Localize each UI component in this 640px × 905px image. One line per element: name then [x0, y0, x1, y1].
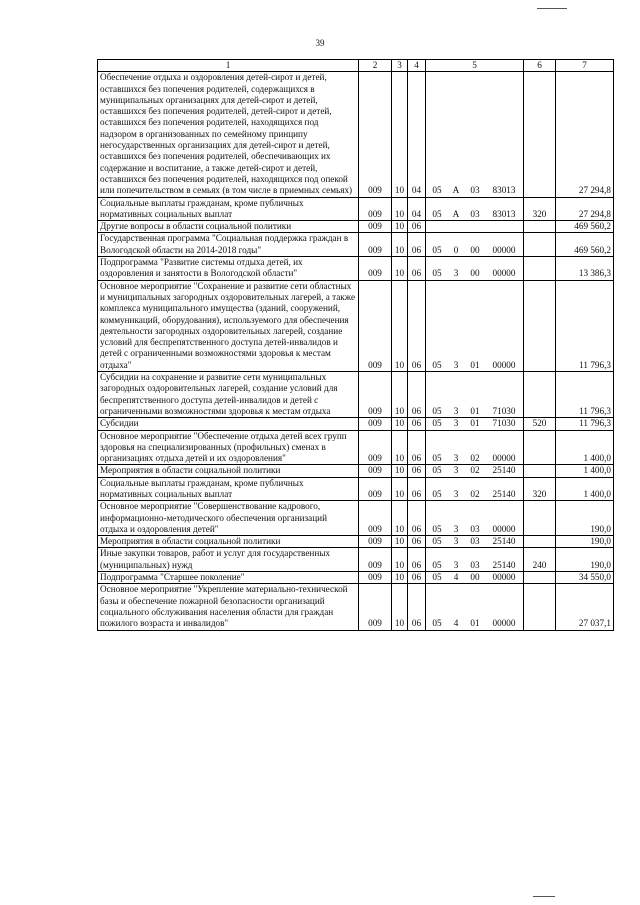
row-section-code: 10	[392, 280, 408, 371]
target-article-part: 83013	[492, 185, 516, 196]
row-target-article	[426, 477, 524, 501]
target-article-part: 01	[470, 418, 480, 429]
row-amount: 27 294,8	[556, 197, 614, 221]
row-target-article	[426, 548, 524, 572]
row-section-code: 10	[392, 372, 408, 418]
target-article-part: 00000	[492, 359, 516, 370]
row-name: Обеспечение отдыха и оздоровления детей-сирот и детей, оставшихся без попечения родителей, содержащихся в муниципальных организациях для детей-сирот и детей, оставшихся без попечения родителей, детей-сирот и детей, оставшихся без попечения родителей, находящихся под надзором в организованных по семейному принципу негосударственных организациях для детей-сирот и детей, оставшихся без попечения родителей, обеспечивающих их содержание и воспитание, а также детей-сирот и детей, оставшихся без попечения родителей, находящихся под опекой или попечительством в семьях (в том числе в приемных семьях)	[98, 72, 359, 197]
row-target-article	[426, 418, 524, 430]
row-expense-type	[524, 221, 556, 233]
target-article-part: 05	[432, 405, 442, 416]
target-article-part: 4	[453, 572, 459, 583]
row-expense-type	[524, 72, 556, 197]
target-article-part: 02	[470, 465, 480, 476]
table-row	[98, 221, 614, 233]
target-article-part: 3	[453, 359, 459, 370]
target-article-part: 05	[432, 559, 442, 570]
target-article-part: 0	[453, 244, 459, 255]
target-article-part: 03	[470, 185, 480, 196]
target-article-part: А	[452, 208, 460, 219]
row-name: Иные закупки товаров, работ и услуг для государственных (муниципальных) нужд	[98, 548, 359, 572]
target-article-part: 05	[432, 618, 442, 629]
column-header-1: 1	[98, 60, 359, 72]
scan-mark-top	[537, 8, 567, 9]
row-subsection-code: 06	[408, 584, 426, 630]
row-expense-type	[524, 501, 556, 536]
target-article-part: 25140	[492, 465, 516, 476]
row-ministry-code: 009	[359, 221, 392, 233]
row-section-code: 10	[392, 501, 408, 536]
table-row	[98, 197, 614, 221]
row-expense-type	[524, 584, 556, 630]
scan-mark-bottom	[533, 896, 555, 897]
row-section-code: 10	[392, 197, 408, 221]
row-name: Основное мероприятие "Укрепление материально-технической базы и обеспечение пожарной безопасности организаций социального обслуживания населения области для граждан пожилого возраста и инвалидов"	[98, 584, 359, 630]
target-article-part: 05	[432, 268, 442, 279]
row-name: Подпрограмма "Старшее поколение"	[98, 572, 359, 584]
table-row	[98, 280, 614, 371]
row-ministry-code: 009	[359, 430, 392, 465]
row-amount: 190,0	[556, 548, 614, 572]
target-article-part: 71030	[492, 418, 516, 429]
row-amount: 1 400,0	[556, 465, 614, 477]
row-target-article	[426, 197, 524, 221]
table-row	[98, 430, 614, 465]
row-expense-type	[524, 233, 556, 257]
row-target-article	[426, 572, 524, 584]
row-amount: 1 400,0	[556, 477, 614, 501]
row-subsection-code: 06	[408, 280, 426, 371]
row-expense-type: 520	[524, 418, 556, 430]
row-subsection-code: 04	[408, 72, 426, 197]
row-expense-type	[524, 372, 556, 418]
row-amount: 11 796,3	[556, 372, 614, 418]
row-amount: 469 560,2	[556, 221, 614, 233]
row-ministry-code: 009	[359, 72, 392, 197]
column-header-5: 5	[426, 60, 524, 72]
target-article-part: 02	[470, 488, 480, 499]
row-ministry-code: 009	[359, 501, 392, 536]
target-article-part: 03	[470, 523, 480, 534]
row-amount: 34 550,0	[556, 572, 614, 584]
row-section-code: 10	[392, 548, 408, 572]
table-row	[98, 418, 614, 430]
row-target-article	[426, 536, 524, 548]
target-article-part: 05	[432, 208, 442, 219]
row-target-article	[426, 465, 524, 477]
column-header-4: 4	[408, 60, 426, 72]
row-ministry-code: 009	[359, 465, 392, 477]
target-article-part: 3	[453, 523, 459, 534]
row-target-article	[426, 430, 524, 465]
row-subsection-code: 06	[408, 418, 426, 430]
target-article-part: 00	[470, 268, 480, 279]
row-section-code: 10	[392, 233, 408, 257]
row-name: Социальные выплаты гражданам, кроме публичных нормативных социальных выплат	[98, 197, 359, 221]
row-expense-type	[524, 572, 556, 584]
table-row	[98, 465, 614, 477]
row-name: Подпрограмма "Развитие системы отдыха детей, их оздоровления и занятости в Вологодской области"	[98, 257, 359, 281]
table-body	[98, 72, 614, 630]
target-article-part: 00000	[492, 523, 516, 534]
target-article-part: 00000	[492, 618, 516, 629]
row-amount: 469 560,2	[556, 233, 614, 257]
target-article-part: 05	[432, 488, 442, 499]
row-expense-type: 240	[524, 548, 556, 572]
row-section-code: 10	[392, 584, 408, 630]
row-target-article	[426, 257, 524, 281]
target-article-part: 83013	[492, 208, 516, 219]
target-article-part: 3	[453, 465, 459, 476]
target-article-part: 25140	[492, 488, 516, 499]
row-ministry-code: 009	[359, 548, 392, 572]
target-article-part: 05	[432, 523, 442, 534]
row-subsection-code: 06	[408, 233, 426, 257]
row-target-article	[426, 280, 524, 371]
target-article-part: 01	[470, 359, 480, 370]
row-target-article	[426, 584, 524, 630]
row-ministry-code: 009	[359, 572, 392, 584]
row-expense-type: 320	[524, 197, 556, 221]
row-amount: 27 294,8	[556, 72, 614, 197]
target-article-part: 71030	[492, 405, 516, 416]
row-name: Основное мероприятие "Сохранение и развитие сети областных и муниципальных загородных оздоровительных лагерей, а также комплекса муниципального имущества (зданий, сооружений, коммуникаций, оборудования), используемого для обеспечения деятельности загородных оздоровительных лагерей, создание условий для беспрепятственного доступа детей-инвалидов и детей с ограниченными возможностями здоровья к местам отдыха"	[98, 280, 359, 371]
row-section-code: 10	[392, 221, 408, 233]
target-article-part: 3	[453, 453, 459, 464]
table-row	[98, 372, 614, 418]
target-article-part: А	[452, 185, 460, 196]
target-article-part: 02	[470, 453, 480, 464]
target-article-part: 05	[432, 572, 442, 583]
table-row	[98, 501, 614, 536]
row-target-article	[426, 221, 524, 233]
row-subsection-code: 06	[408, 501, 426, 536]
row-expense-type	[524, 536, 556, 548]
row-target-article	[426, 501, 524, 536]
row-target-article	[426, 72, 524, 197]
budget-table	[97, 59, 614, 631]
target-article-part: 00000	[492, 572, 516, 583]
row-name: Субсидии на сохранение и развитие сети муниципальных загородных оздоровительных лагерей, создание условий для беспрепятственного доступа детей-инвалидов и детей с ограниченными возможностями здоровья к местам отдыха	[98, 372, 359, 418]
column-header-6: 6	[524, 60, 556, 72]
row-subsection-code: 06	[408, 572, 426, 584]
target-article-part: 05	[432, 185, 442, 196]
row-subsection-code: 06	[408, 477, 426, 501]
row-amount: 11 796,3	[556, 280, 614, 371]
row-ministry-code: 009	[359, 584, 392, 630]
column-header-7: 7	[556, 60, 614, 72]
target-article-part: 3	[453, 536, 459, 547]
target-article-part: 00	[470, 244, 480, 255]
row-name: Основное мероприятие "Совершенствование кадрового, информационно-методического обеспечения организаций отдыха и оздоровления детей"	[98, 501, 359, 536]
table-row	[98, 572, 614, 584]
target-article-part: 3	[453, 559, 459, 570]
row-ministry-code: 009	[359, 257, 392, 281]
target-article-part: 05	[432, 418, 442, 429]
table-row	[98, 257, 614, 281]
row-target-article	[426, 372, 524, 418]
row-section-code: 10	[392, 418, 408, 430]
row-name: Мероприятия в области социальной политики	[98, 536, 359, 548]
row-ministry-code: 009	[359, 233, 392, 257]
row-amount: 190,0	[556, 501, 614, 536]
table-header-row	[98, 60, 614, 72]
row-name: Другие вопросы в области социальной политики	[98, 221, 359, 233]
target-article-part: 3	[453, 418, 459, 429]
table-row	[98, 72, 614, 197]
row-expense-type	[524, 257, 556, 281]
row-expense-type: 320	[524, 477, 556, 501]
target-article-part: 00000	[492, 244, 516, 255]
table-row	[98, 233, 614, 257]
target-article-part: 05	[432, 359, 442, 370]
target-article-part: 03	[470, 536, 480, 547]
row-ministry-code: 009	[359, 197, 392, 221]
row-amount: 27 037,1	[556, 584, 614, 630]
row-expense-type	[524, 430, 556, 465]
target-article-part: 03	[470, 208, 480, 219]
row-ministry-code: 009	[359, 536, 392, 548]
table-row	[98, 477, 614, 501]
row-expense-type	[524, 280, 556, 371]
row-subsection-code: 06	[408, 548, 426, 572]
row-section-code: 10	[392, 572, 408, 584]
target-article-part: 00000	[492, 268, 516, 279]
target-article-part: 01	[470, 405, 480, 416]
target-article-part: 4	[453, 618, 459, 629]
row-section-code: 10	[392, 72, 408, 197]
page-number: 39	[315, 38, 325, 48]
target-article-part: 05	[432, 465, 442, 476]
row-subsection-code: 06	[408, 257, 426, 281]
row-ministry-code: 009	[359, 280, 392, 371]
row-subsection-code: 04	[408, 197, 426, 221]
target-article-part: 00000	[492, 453, 516, 464]
target-article-part: 25140	[492, 536, 516, 547]
row-section-code: 10	[392, 430, 408, 465]
table-row	[98, 584, 614, 630]
target-article-part: 25140	[492, 559, 516, 570]
column-header-3: 3	[392, 60, 408, 72]
row-name: Субсидии	[98, 418, 359, 430]
row-subsection-code: 06	[408, 465, 426, 477]
row-subsection-code: 06	[408, 430, 426, 465]
target-article-part: 05	[432, 536, 442, 547]
table-row	[98, 536, 614, 548]
target-article-part: 3	[453, 405, 459, 416]
row-amount: 190,0	[556, 536, 614, 548]
row-amount: 1 400,0	[556, 430, 614, 465]
target-article-part: 3	[453, 268, 459, 279]
table-row	[98, 548, 614, 572]
target-article-part: 05	[432, 453, 442, 464]
row-ministry-code: 009	[359, 477, 392, 501]
row-subsection-code: 06	[408, 536, 426, 548]
row-section-code: 10	[392, 257, 408, 281]
row-name: Мероприятия в области социальной политики	[98, 465, 359, 477]
row-ministry-code: 009	[359, 372, 392, 418]
row-ministry-code: 009	[359, 418, 392, 430]
target-article-part: 00	[470, 572, 480, 583]
row-section-code: 10	[392, 477, 408, 501]
target-article-part: 01	[470, 618, 480, 629]
row-section-code: 10	[392, 465, 408, 477]
row-section-code: 10	[392, 536, 408, 548]
row-amount: 13 386,3	[556, 257, 614, 281]
row-subsection-code: 06	[408, 372, 426, 418]
row-name: Социальные выплаты гражданам, кроме публичных нормативных социальных выплат	[98, 477, 359, 501]
row-name: Основное мероприятие "Обеспечение отдыха детей всех групп здоровья на специализированных (профильных) сменах в организациях отдыха детей и их оздоровления"	[98, 430, 359, 465]
target-article-part: 05	[432, 244, 442, 255]
target-article-part: 03	[470, 559, 480, 570]
row-target-article	[426, 233, 524, 257]
column-header-2: 2	[359, 60, 392, 72]
target-article-part: 3	[453, 488, 459, 499]
row-subsection-code: 06	[408, 221, 426, 233]
row-name: Государственная программа "Социальная поддержка граждан в Вологодской области на 2014-2018 годы"	[98, 233, 359, 257]
row-expense-type	[524, 465, 556, 477]
row-amount: 11 796,3	[556, 418, 614, 430]
